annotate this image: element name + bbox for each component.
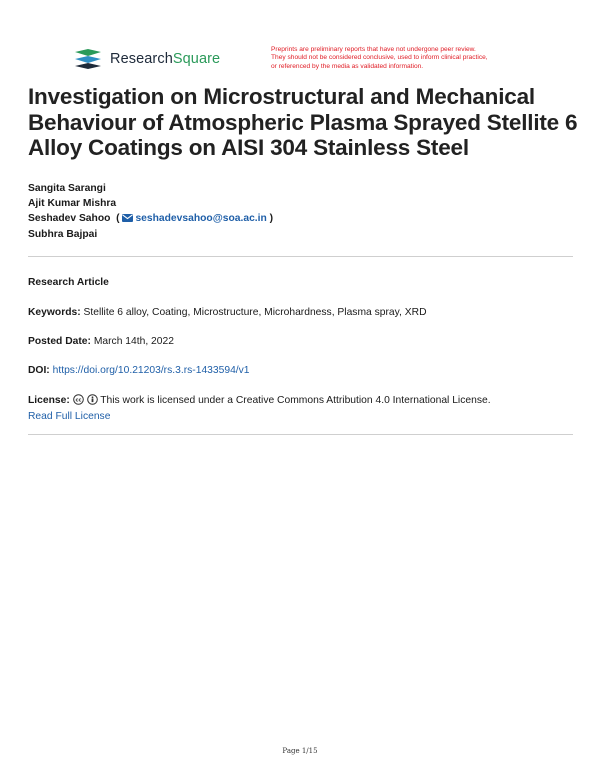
posted-date-label: Posted Date: (28, 336, 91, 347)
author-email-link[interactable]: seshadevsahoo@soa.ac.in (135, 213, 267, 225)
author (28, 211, 273, 226)
license-label: License: (28, 395, 70, 406)
disclaimer-line: They should not be considered conclusive, used to inform clinical practice, (271, 54, 488, 62)
posted-date-row (28, 335, 174, 349)
preprint-disclaimer (271, 46, 541, 71)
license-text: This work is licensed under a Creative Commons Attribution 4.0 International License. (100, 395, 491, 406)
disclaimer-line: or referenced by the media as validated information. (271, 62, 424, 70)
divider (28, 434, 573, 435)
article-title: Investigation on Microstructural and Mechanical Behaviour of Atmospheric Plasma Sprayed Stellite 6 Alloy Coatings on AISI 304 Stainless Steel (28, 84, 578, 160)
article-type: Research Article (28, 277, 109, 288)
research-square-logo-icon (74, 48, 102, 70)
keywords-value: Stellite 6 alloy, Coating, Microstructure, Microhardness, Plasma spray, XRD (83, 307, 427, 318)
doi-row (28, 364, 250, 378)
page-number: Page 1/15 (282, 747, 318, 755)
author: Subhra Bajpai (28, 228, 98, 240)
author: Ajit Kumar Mishra (28, 198, 117, 210)
read-full-license-link[interactable]: Read Full License (28, 411, 111, 422)
posted-date-value: March 14th, 2022 (93, 336, 174, 347)
keywords-label: Keywords: (28, 307, 81, 318)
cc-icon (73, 394, 84, 405)
brand-name (110, 51, 220, 67)
author-email-group: ( seshadevsahoo@soa.ac.in ) (113, 213, 274, 225)
keywords-row (28, 306, 427, 320)
svg-text:cc: cc (75, 397, 82, 404)
envelope-icon (122, 214, 133, 222)
brand-name-part1: Research (110, 51, 173, 67)
doi-link[interactable]: https://doi.org/10.21203/rs.3.rs-1433594/v1 (52, 365, 250, 376)
author-name: Seshadev Sahoo (28, 213, 111, 225)
disclaimer-line: Preprints are preliminary reports that have not undergone peer review. (271, 46, 476, 53)
divider (28, 256, 573, 257)
license-row (28, 394, 491, 408)
brand-name-part2: Square (172, 51, 221, 67)
author: Sangita Sarangi (28, 183, 106, 194)
author-list (28, 181, 273, 242)
doi-label: DOI: (28, 365, 50, 376)
by-icon (87, 394, 98, 405)
research-square-logo[interactable] (74, 48, 220, 70)
